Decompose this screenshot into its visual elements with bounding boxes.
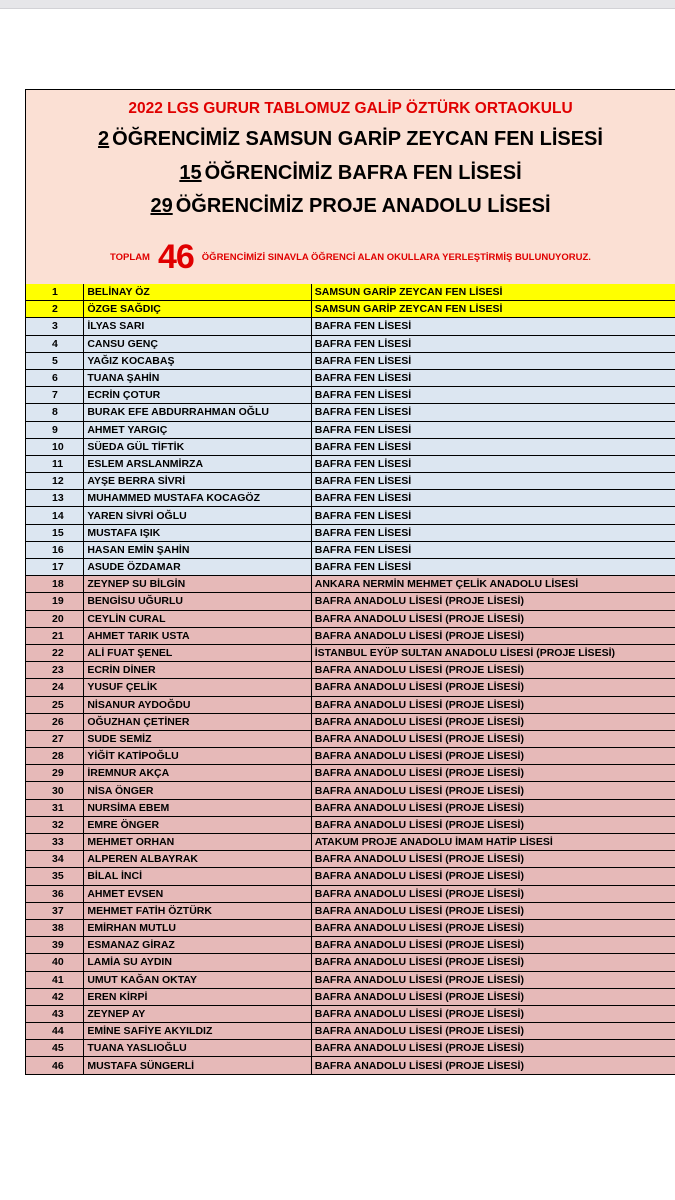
student-name: İLYAS SARI bbox=[84, 318, 311, 335]
student-name: BURAK EFE ABDURRAHMAN OĞLU bbox=[84, 404, 311, 421]
school-name: BAFRA ANADOLU LİSESİ (PROJE LİSESİ) bbox=[311, 610, 675, 627]
table-row bbox=[26, 490, 675, 507]
row-number: 46 bbox=[26, 1057, 84, 1074]
table-row bbox=[26, 387, 675, 404]
table-row bbox=[26, 1057, 675, 1074]
table-row bbox=[26, 644, 675, 661]
row-number: 41 bbox=[26, 971, 84, 988]
header-line-2-text: ÖĞRENCİMİZ BAFRA FEN LİSESİ bbox=[204, 162, 522, 184]
school-name: BAFRA FEN LİSESİ bbox=[311, 559, 675, 576]
student-name: NURSİMA EBEM bbox=[84, 799, 311, 816]
row-number: 44 bbox=[26, 1023, 84, 1040]
table-row bbox=[26, 593, 675, 610]
student-name: ECRİN ÇOTUR bbox=[84, 387, 311, 404]
row-number: 2 bbox=[26, 301, 84, 318]
school-name: BAFRA FEN LİSESİ bbox=[311, 490, 675, 507]
school-name: BAFRA ANADOLU LİSESİ (PROJE LİSESİ) bbox=[311, 679, 675, 696]
school-name: BAFRA ANADOLU LİSESİ (PROJE LİSESİ) bbox=[311, 696, 675, 713]
table-row bbox=[26, 559, 675, 576]
table-row bbox=[26, 284, 675, 301]
student-name: BELİNAY ÖZ bbox=[84, 284, 311, 301]
table-row bbox=[26, 318, 675, 335]
table-row bbox=[26, 816, 675, 833]
student-name: ZEYNEP AY bbox=[84, 1005, 311, 1022]
school-name: BAFRA FEN LİSESİ bbox=[311, 369, 675, 386]
table-row bbox=[26, 576, 675, 593]
school-name: BAFRA FEN LİSESİ bbox=[311, 318, 675, 335]
table-row bbox=[26, 954, 675, 971]
row-number: 27 bbox=[26, 730, 84, 747]
table-row bbox=[26, 1023, 675, 1040]
school-name: BAFRA ANADOLU LİSESİ (PROJE LİSESİ) bbox=[311, 662, 675, 679]
row-number: 23 bbox=[26, 662, 84, 679]
student-name: ALPEREN ALBAYRAK bbox=[84, 851, 311, 868]
header-line-3-text: ÖĞRENCİMİZ PROJE ANADOLU LİSESİ bbox=[175, 195, 551, 217]
student-name: TUANA YASLIOĞLU bbox=[84, 1040, 311, 1057]
student-name: UMUT KAĞAN OKTAY bbox=[84, 971, 311, 988]
student-name: CEYLİN CURAL bbox=[84, 610, 311, 627]
table-row bbox=[26, 971, 675, 988]
row-number: 22 bbox=[26, 644, 84, 661]
student-name: AHMET EVSEN bbox=[84, 885, 311, 902]
school-name: BAFRA FEN LİSESİ bbox=[311, 421, 675, 438]
student-name: MUSTAFA IŞIK bbox=[84, 524, 311, 541]
header-line-1-text: ÖĞRENCİMİZ SAMSUN GARİP ZEYCAN FEN LİSESİ bbox=[112, 128, 603, 150]
school-name: BAFRA ANADOLU LİSESİ (PROJE LİSESİ) bbox=[311, 919, 675, 936]
row-number: 15 bbox=[26, 524, 84, 541]
school-name: BAFRA ANADOLU LİSESİ (PROJE LİSESİ) bbox=[311, 971, 675, 988]
student-name: NİSANUR AYDOĞDU bbox=[84, 696, 311, 713]
student-name: ECRİN DİNER bbox=[84, 662, 311, 679]
row-number: 11 bbox=[26, 455, 84, 472]
row-number: 35 bbox=[26, 868, 84, 885]
table-row bbox=[26, 352, 675, 369]
table-row bbox=[26, 851, 675, 868]
student-name: HASAN EMİN ŞAHİN bbox=[84, 541, 311, 558]
school-name: BAFRA ANADOLU LİSESİ (PROJE LİSESİ) bbox=[311, 902, 675, 919]
table-row bbox=[26, 455, 675, 472]
school-name: BAFRA ANADOLU LİSESİ (PROJE LİSESİ) bbox=[311, 937, 675, 954]
table-row bbox=[26, 988, 675, 1005]
table-row bbox=[26, 765, 675, 782]
school-name: BAFRA ANADOLU LİSESİ (PROJE LİSESİ) bbox=[311, 1023, 675, 1040]
row-number: 9 bbox=[26, 421, 84, 438]
school-name: BAFRA FEN LİSESİ bbox=[311, 404, 675, 421]
table-row bbox=[26, 301, 675, 318]
student-name: EMRE ÖNGER bbox=[84, 816, 311, 833]
row-number: 26 bbox=[26, 713, 84, 730]
table-row bbox=[26, 834, 675, 851]
table-row bbox=[26, 404, 675, 421]
student-name: MUSTAFA SÜNGERLİ bbox=[84, 1057, 311, 1074]
student-name: ESMANAZ GİRAZ bbox=[84, 937, 311, 954]
student-name: SÜEDA GÜL TİFTİK bbox=[84, 438, 311, 455]
viewer-top-bar bbox=[0, 0, 675, 9]
student-name: ALİ FUAT ŞENEL bbox=[84, 644, 311, 661]
row-number: 25 bbox=[26, 696, 84, 713]
school-name: BAFRA FEN LİSESİ bbox=[311, 387, 675, 404]
school-name: BAFRA ANADOLU LİSESİ (PROJE LİSESİ) bbox=[311, 593, 675, 610]
table-row bbox=[26, 421, 675, 438]
student-name: ASUDE ÖZDAMAR bbox=[84, 559, 311, 576]
school-name: ATAKUM PROJE ANADOLU İMAM HATİP LİSESİ bbox=[311, 834, 675, 851]
student-name: AHMET YARGIÇ bbox=[84, 421, 311, 438]
students-table-body bbox=[26, 284, 675, 1074]
student-name: EMİRHAN MUTLU bbox=[84, 919, 311, 936]
school-name: SAMSUN GARİP ZEYCAN FEN LİSESİ bbox=[311, 284, 675, 301]
table-row bbox=[26, 748, 675, 765]
table-row bbox=[26, 730, 675, 747]
table-row bbox=[26, 524, 675, 541]
table-row bbox=[26, 902, 675, 919]
school-name: BAFRA ANADOLU LİSESİ (PROJE LİSESİ) bbox=[311, 954, 675, 971]
school-name: BAFRA ANADOLU LİSESİ (PROJE LİSESİ) bbox=[311, 713, 675, 730]
school-name: BAFRA ANADOLU LİSESİ (PROJE LİSESİ) bbox=[311, 627, 675, 644]
row-number: 6 bbox=[26, 369, 84, 386]
table-row bbox=[26, 799, 675, 816]
header-line-3 bbox=[26, 195, 675, 218]
header-line-1-count: 2 bbox=[98, 128, 110, 150]
row-number: 29 bbox=[26, 765, 84, 782]
school-name: BAFRA ANADOLU LİSESİ (PROJE LİSESİ) bbox=[311, 868, 675, 885]
table-row bbox=[26, 679, 675, 696]
table-row bbox=[26, 662, 675, 679]
row-number: 17 bbox=[26, 559, 84, 576]
school-name: BAFRA ANADOLU LİSESİ (PROJE LİSESİ) bbox=[311, 730, 675, 747]
row-number: 20 bbox=[26, 610, 84, 627]
student-name: TUANA ŞAHİN bbox=[84, 369, 311, 386]
school-name: BAFRA FEN LİSESİ bbox=[311, 473, 675, 490]
row-number: 40 bbox=[26, 954, 84, 971]
table-row bbox=[26, 627, 675, 644]
school-name: BAFRA ANADOLU LİSESİ (PROJE LİSESİ) bbox=[311, 851, 675, 868]
student-name: AHMET TARIK USTA bbox=[84, 627, 311, 644]
table-row bbox=[26, 369, 675, 386]
school-name: BAFRA ANADOLU LİSESİ (PROJE LİSESİ) bbox=[311, 765, 675, 782]
row-number: 5 bbox=[26, 352, 84, 369]
student-name: BENGİSU UĞURLU bbox=[84, 593, 311, 610]
table-row bbox=[26, 1040, 675, 1057]
school-name: SAMSUN GARİP ZEYCAN FEN LİSESİ bbox=[311, 301, 675, 318]
row-number: 36 bbox=[26, 885, 84, 902]
student-name: YİĞİT KATİPOĞLU bbox=[84, 748, 311, 765]
row-number: 10 bbox=[26, 438, 84, 455]
student-name: YAREN SİVRİ OĞLU bbox=[84, 507, 311, 524]
table-row bbox=[26, 696, 675, 713]
school-name: BAFRA FEN LİSESİ bbox=[311, 455, 675, 472]
row-number: 30 bbox=[26, 782, 84, 799]
header-line-3-count: 29 bbox=[150, 195, 173, 217]
student-name: SUDE SEMİZ bbox=[84, 730, 311, 747]
school-name: BAFRA ANADOLU LİSESİ (PROJE LİSESİ) bbox=[311, 885, 675, 902]
school-name: BAFRA FEN LİSESİ bbox=[311, 524, 675, 541]
school-name: BAFRA ANADOLU LİSESİ (PROJE LİSESİ) bbox=[311, 1005, 675, 1022]
header-line-2 bbox=[26, 162, 675, 185]
row-number: 16 bbox=[26, 541, 84, 558]
row-number: 45 bbox=[26, 1040, 84, 1057]
student-name: NİSA ÖNGER bbox=[84, 782, 311, 799]
school-name: BAFRA ANADOLU LİSESİ (PROJE LİSESİ) bbox=[311, 816, 675, 833]
table-row bbox=[26, 868, 675, 885]
table-row bbox=[26, 782, 675, 799]
student-name: MEHMET ORHAN bbox=[84, 834, 311, 851]
row-number: 34 bbox=[26, 851, 84, 868]
student-name: YUSUF ÇELİK bbox=[84, 679, 311, 696]
school-name: BAFRA ANADOLU LİSESİ (PROJE LİSESİ) bbox=[311, 799, 675, 816]
student-name: CANSU GENÇ bbox=[84, 335, 311, 352]
row-number: 43 bbox=[26, 1005, 84, 1022]
table-row bbox=[26, 885, 675, 902]
school-name: BAFRA ANADOLU LİSESİ (PROJE LİSESİ) bbox=[311, 748, 675, 765]
row-number: 24 bbox=[26, 679, 84, 696]
table-row bbox=[26, 713, 675, 730]
header-title: 2022 LGS GURUR TABLOMUZ GALİP ÖZTÜRK ORTAOKULU bbox=[128, 100, 573, 117]
row-number: 32 bbox=[26, 816, 84, 833]
row-number: 37 bbox=[26, 902, 84, 919]
row-number: 12 bbox=[26, 473, 84, 490]
table-row bbox=[26, 919, 675, 936]
student-name: MEHMET FATİH ÖZTÜRK bbox=[84, 902, 311, 919]
student-name: AYŞE BERRA SİVRİ bbox=[84, 473, 311, 490]
table-row bbox=[26, 541, 675, 558]
row-number: 28 bbox=[26, 748, 84, 765]
student-name: LAMİA SU AYDIN bbox=[84, 954, 311, 971]
table-row bbox=[26, 335, 675, 352]
student-name: BİLAL İNCİ bbox=[84, 868, 311, 885]
total-suffix: ÖĞRENCİMİZİ SINAVLA ÖĞRENCİ ALAN OKULLARA YERLEŞTİRMİŞ BULUNUYORUZ. bbox=[201, 252, 591, 263]
student-name: EREN KİRPİ bbox=[84, 988, 311, 1005]
students-table bbox=[26, 284, 675, 1075]
school-name: BAFRA FEN LİSESİ bbox=[311, 335, 675, 352]
table-row bbox=[26, 937, 675, 954]
row-number: 1 bbox=[26, 284, 84, 301]
school-name: BAFRA FEN LİSESİ bbox=[311, 352, 675, 369]
row-number: 14 bbox=[26, 507, 84, 524]
row-number: 21 bbox=[26, 627, 84, 644]
row-number: 3 bbox=[26, 318, 84, 335]
total-line bbox=[26, 238, 675, 277]
results-sheet bbox=[25, 89, 675, 1075]
student-name: ESLEM ARSLANMİRZA bbox=[84, 455, 311, 472]
row-number: 13 bbox=[26, 490, 84, 507]
row-number: 31 bbox=[26, 799, 84, 816]
student-name: YAĞIZ KOCABAŞ bbox=[84, 352, 311, 369]
table-row bbox=[26, 610, 675, 627]
row-number: 39 bbox=[26, 937, 84, 954]
school-name: BAFRA FEN LİSESİ bbox=[311, 438, 675, 455]
student-name: İREMNUR AKÇA bbox=[84, 765, 311, 782]
student-name: EMİNE SAFİYE AKYILDIZ bbox=[84, 1023, 311, 1040]
row-number: 38 bbox=[26, 919, 84, 936]
row-number: 18 bbox=[26, 576, 84, 593]
student-name: MUHAMMED MUSTAFA KOCAGÖZ bbox=[84, 490, 311, 507]
school-name: BAFRA ANADOLU LİSESİ (PROJE LİSESİ) bbox=[311, 782, 675, 799]
row-number: 42 bbox=[26, 988, 84, 1005]
row-number: 33 bbox=[26, 834, 84, 851]
total-prefix: TOPLAM bbox=[110, 252, 150, 263]
school-name: BAFRA ANADOLU LİSESİ (PROJE LİSESİ) bbox=[311, 1057, 675, 1074]
school-name: BAFRA ANADOLU LİSESİ (PROJE LİSESİ) bbox=[311, 988, 675, 1005]
table-row bbox=[26, 507, 675, 524]
header-line-1 bbox=[26, 128, 675, 151]
table-row bbox=[26, 438, 675, 455]
row-number: 4 bbox=[26, 335, 84, 352]
total-number: 46 bbox=[157, 238, 194, 276]
school-name: BAFRA FEN LİSESİ bbox=[311, 541, 675, 558]
school-name: ANKARA NERMİN MEHMET ÇELİK ANADOLU LİSESİ bbox=[311, 576, 675, 593]
header-line-2-count: 15 bbox=[179, 162, 202, 184]
student-name: ZEYNEP SU BİLGİN bbox=[84, 576, 311, 593]
school-name: İSTANBUL EYÜP SULTAN ANADOLU LİSESİ (PROJE LİSESİ) bbox=[311, 644, 675, 661]
school-name: BAFRA FEN LİSESİ bbox=[311, 507, 675, 524]
row-number: 19 bbox=[26, 593, 84, 610]
sheet-header bbox=[26, 90, 675, 284]
row-number: 8 bbox=[26, 404, 84, 421]
student-name: ÖZGE SAĞDIÇ bbox=[84, 301, 311, 318]
table-row bbox=[26, 473, 675, 490]
school-name: BAFRA ANADOLU LİSESİ (PROJE LİSESİ) bbox=[311, 1040, 675, 1057]
table-row bbox=[26, 1005, 675, 1022]
row-number: 7 bbox=[26, 387, 84, 404]
student-name: OĞUZHAN ÇETİNER bbox=[84, 713, 311, 730]
